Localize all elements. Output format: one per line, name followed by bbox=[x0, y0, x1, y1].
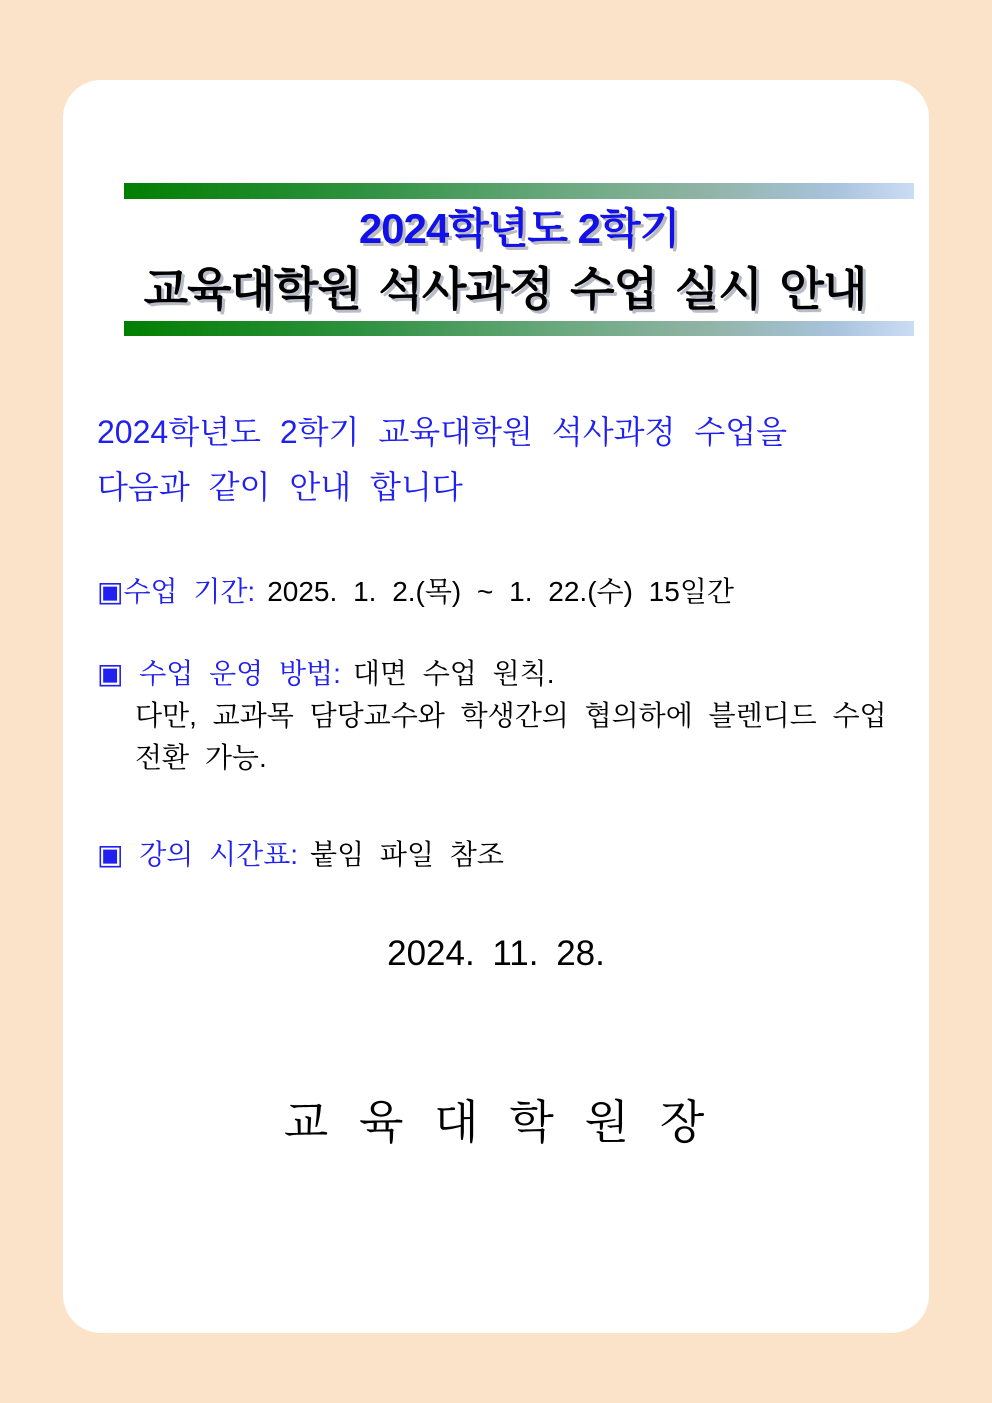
item-lecture-schedule-value: 붙임 파일 참조 bbox=[310, 839, 504, 870]
item-class-method-line2: 다만, 교과목 담당교수와 학생간의 협의하에 블렌디드 수업 bbox=[135, 700, 887, 731]
item-class-method-value: 대면 수업 원칙. bbox=[352, 658, 555, 689]
item-class-period-label: ▣수업 기간: bbox=[97, 576, 256, 607]
item-class-method bbox=[97, 653, 907, 779]
header-top-gradient-bar bbox=[124, 183, 914, 199]
signature-dean-of-graduate-school: 교 육 대 학 원 장 bbox=[283, 1096, 709, 1148]
item-class-method-line3: 전환 가능. bbox=[135, 742, 267, 773]
notice-card bbox=[63, 80, 929, 1333]
header-bottom-gradient-bar bbox=[124, 321, 914, 336]
item-class-period bbox=[97, 575, 907, 609]
item-class-method-line1 bbox=[97, 653, 907, 695]
notice-title-line1: 2024학년도 2학기 bbox=[358, 205, 680, 252]
notice-title-line2: 교육대학원 석사과정 수업 실시 안내 bbox=[143, 263, 867, 315]
item-class-method-label: ▣ 수업 운영 방법: bbox=[97, 658, 341, 689]
notice-date: 2024. 11. 28. bbox=[387, 934, 605, 973]
item-class-period-value: 2025. 1. 2.(목) ~ 1. 22.(수) 15일간 bbox=[267, 576, 734, 607]
item-lecture-schedule bbox=[97, 838, 907, 872]
intro-paragraph bbox=[97, 405, 897, 515]
intro-line2: 다음과 같이 안내 합니다 bbox=[97, 469, 463, 505]
intro-line1: 2024학년도 2학기 교육대학원 석사과정 수업을 bbox=[97, 414, 788, 450]
item-lecture-schedule-label: ▣ 강의 시간표: bbox=[97, 839, 299, 870]
